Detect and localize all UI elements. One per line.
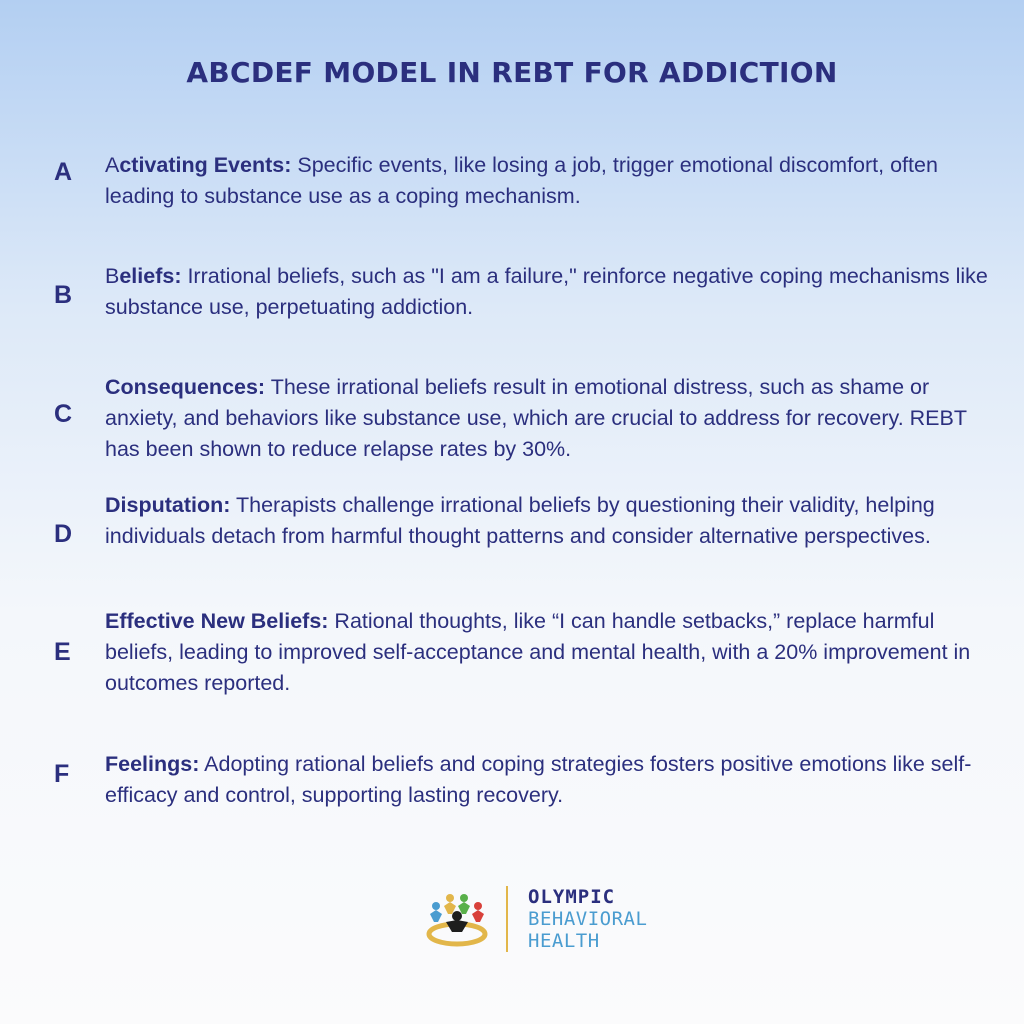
item-heading-initial: B	[105, 264, 120, 288]
brand-logo	[424, 882, 648, 962]
item-body: Rational thoughts, like “I can handle setbacks,” replace harmful beliefs, leading to improved self-acceptance and mental health, with a 20% improvement in outcomes reported.	[105, 609, 971, 695]
item-body: These irrational beliefs result in emotional distress, such as shame or anxiety, and behaviors like substance use, which are crucial to address for recovery. REBT has been shown to reduce relapse rates by 30%.	[105, 375, 967, 461]
item-letter: A	[54, 158, 73, 186]
item-text	[105, 749, 995, 811]
item-letter: F	[54, 760, 70, 788]
item-letter: B	[54, 281, 73, 309]
page-title: ABCDEF MODEL IN REBT FOR ADDICTION	[186, 56, 838, 89]
logo-line-1: OLYMPIC	[528, 886, 616, 908]
olympic-people-icon	[424, 888, 490, 950]
item-body: Therapists challenge irrational beliefs by questioning their validity, helping individuals detach from harmful thought patterns and consider alternative perspectives.	[105, 493, 935, 548]
item-text	[105, 150, 995, 212]
logo-wordmark	[528, 886, 647, 952]
item-heading-initial: A	[105, 153, 120, 177]
item-body: Specific events, like losing a job, trigger emotional discomfort, often leading to substance use as a coping mechanism.	[105, 153, 938, 208]
item-heading: Disputation:	[105, 493, 231, 517]
item-heading: ctivating Events:	[119, 153, 292, 177]
logo-line-3: HEALTH	[528, 930, 600, 952]
item-body: Irrational beliefs, such as "I am a failure," reinforce negative coping mechanisms like substance use, perpetuating addiction.	[105, 264, 988, 319]
item-body: Adopting rational beliefs and coping strategies fosters positive emotions like self-efficacy and control, supporting lasting recovery.	[105, 752, 972, 807]
item-heading: Effective New Beliefs:	[105, 609, 329, 633]
item-letter: C	[54, 400, 73, 428]
item-heading: eliefs:	[119, 264, 182, 288]
item-text	[105, 490, 995, 552]
item-heading: Consequences:	[105, 375, 266, 399]
item-letter: E	[54, 638, 71, 666]
logo-divider	[506, 886, 508, 952]
item-text	[105, 372, 995, 465]
item-heading: Feelings:	[105, 752, 200, 776]
item-text	[105, 261, 995, 323]
logo-line-2: BEHAVIORAL	[528, 908, 648, 930]
item-letter: D	[54, 520, 73, 548]
item-text	[105, 606, 995, 699]
